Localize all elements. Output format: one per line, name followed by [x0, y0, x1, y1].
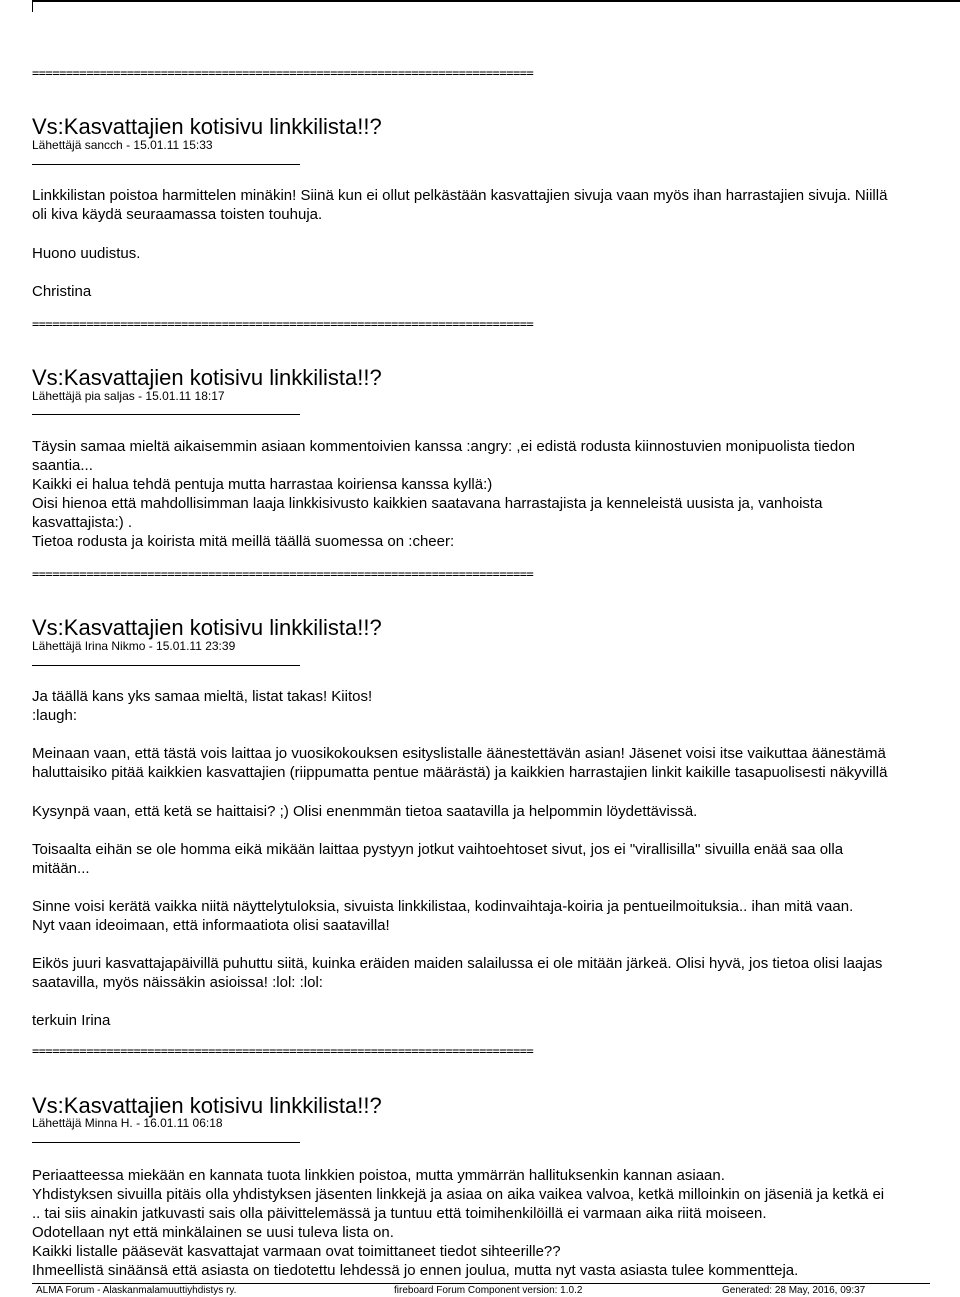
- post-text-line: :laugh:: [32, 707, 78, 724]
- post-text-line: Tietoa rodusta ja koirista mitä meillä täällä suomessa on :cheer:: [32, 533, 455, 550]
- post-meta: Lähettäjä Minna H. - 16.01.11 06:18: [32, 1116, 223, 1130]
- footer-component-version: fireboard Forum Component version: 1.0.2: [394, 1285, 583, 1296]
- meta-divider: [32, 414, 300, 415]
- post-text-line: Linkkilistan poistoa harmittelen minäkin! Siinä kun ei ollut pelkästään kasvattajien sivuja vaan myös ihan harrastajien sivuja. Niillä: [32, 187, 888, 204]
- post-text-line: Sinne voisi kerätä vaikka niitä näyttelytuloksia, sivuista linkkilistaa, kodinvaihtaja-koiria ja pentueilmoituksia.. ihan mitä vaan.: [32, 898, 854, 915]
- post-separator: ==========================================================================: [32, 317, 534, 331]
- post-text-line: Periaatteessa miekään en kannata tuota linkkien poistoa, mutta ymmärrän hallituksenkin kannan asiaan.: [32, 1167, 725, 1184]
- post-separator: ==========================================================================: [32, 1044, 534, 1058]
- post-meta: Lähettäjä sancch - 15.01.11 15:33: [32, 138, 213, 152]
- post-text-line: oli kiva käydä seuraamassa toisten touhuja.: [32, 206, 323, 223]
- footer-site-name: ALMA Forum - Alaskanmalamuuttiyhdistys ry.: [36, 1285, 237, 1296]
- post-text-line: mitään...: [32, 860, 90, 877]
- post-text-line: Ihmeellistä sinäänsä että asiasta on tiedotettu lehdessä jo ennen joulua, mutta nyt vasta asiasta tulee kommentteja.: [32, 1262, 799, 1279]
- post-title: Vs:Kasvattajien kotisivu linkkilista!!?: [32, 365, 382, 390]
- post-text-line: saantia...: [32, 457, 93, 474]
- top-left-tick: [32, 0, 33, 12]
- meta-divider: [32, 1142, 300, 1143]
- post-text-line: Ja täällä kans yks samaa mieltä, listat takas! Kiitos!: [32, 688, 373, 705]
- post-text-line: Toisaalta eihän se ole homma eikä mikään laittaa pystyyn jotkut vaihtoehtoset sivut, jos ei "virallisilla" sivuilla enää saa olla: [32, 841, 844, 858]
- post-text-line: Huono uudistus.: [32, 245, 141, 262]
- post-separator: ==========================================================================: [32, 66, 534, 80]
- post-text-line: Oisi hienoa että mahdollisimman laaja linkkisivusto kaikkien saatavana harrastajista ja kenneleistä uusista ja, vanhoista: [32, 495, 823, 512]
- post-text-line: Odotellaan nyt että minkälainen se uusi tuleva lista on.: [32, 1224, 394, 1241]
- post-text-line: .. tai siis ainakin jatkuvasti sais olla päivittelemässä ja tuntuu että toimihenkilöillä ei varmaan aika riitä moiseen.: [32, 1205, 767, 1222]
- post-text-line: Kysynpä vaan, että ketä se haittaisi? ;) Olisi enenmmän tietoa saatavilla ja helpommin löydettävissä.: [32, 803, 698, 820]
- post-text-line: kasvattajista:) .: [32, 514, 133, 531]
- post-meta: Lähettäjä pia saljas - 15.01.11 18:17: [32, 389, 225, 403]
- post-separator: ==========================================================================: [32, 567, 534, 581]
- footer-generated-date: Generated: 28 May, 2016, 09:37: [722, 1285, 866, 1296]
- post-signature: terkuin Irina: [32, 1012, 111, 1029]
- post-text-line: Meinaan vaan, että tästä vois laittaa jo vuosikokouksen esityslistalle äänestettävän asian! Jäsenet voisi itse vaikuttaa äänestämä: [32, 745, 886, 762]
- post-text-line: haluttaisiko pitää kaikkien kasvattajien (riippumatta pentue määrästä) ja kaikkien harrastajien linkit kaikille tasapuolisesti näkyvillä: [32, 764, 888, 781]
- post-text-line: Nyt vaan ideoimaan, että informaatiota olisi saatavilla!: [32, 917, 390, 934]
- footer-divider: [32, 1283, 930, 1284]
- post-signature: Christina: [32, 283, 92, 300]
- top-border-line: [32, 0, 960, 2]
- post-title: Vs:Kasvattajien kotisivu linkkilista!!?: [32, 1093, 382, 1118]
- post-meta: Lähettäjä Irina Nikmo - 15.01.11 23:39: [32, 639, 236, 653]
- post-text-line: saatavilla, myös näissäkin asioissa! :lol: :lol:: [32, 974, 323, 991]
- post-title: Vs:Kasvattajien kotisivu linkkilista!!?: [32, 114, 382, 139]
- post-title: Vs:Kasvattajien kotisivu linkkilista!!?: [32, 615, 382, 640]
- post-text-line: Kaikki ei halua tehdä pentuja mutta harrastaa koiriensa kanssa kyllä:): [32, 476, 493, 493]
- post-text-line: Kaikki listalle pääsevät kasvattajat varmaan ovat toimittaneet tiedot sihteerille??: [32, 1243, 561, 1260]
- post-text-line: Täysin samaa mieltä aikaisemmin asiaan kommentoivien kanssa :angry: ,ei edistä rodusta kiinnostuvien monipuolista tiedon: [32, 438, 855, 455]
- meta-divider: [32, 665, 300, 666]
- post-text-line: Yhdistyksen sivuilla pitäis olla yhdistyksen jäsenten linkkejä ja asiaa on aika vaikea valvoa, ketkä milloinkin on jäseniä ja ketkä ei: [32, 1186, 885, 1203]
- meta-divider: [32, 164, 300, 165]
- post-text-line: Eikös juuri kasvattajapäivillä puhuttu siitä, kuinka eräiden maiden salailussa ei ole mitään järkeä. Olisi hyvä, jos tietoa olisi laajas: [32, 955, 883, 972]
